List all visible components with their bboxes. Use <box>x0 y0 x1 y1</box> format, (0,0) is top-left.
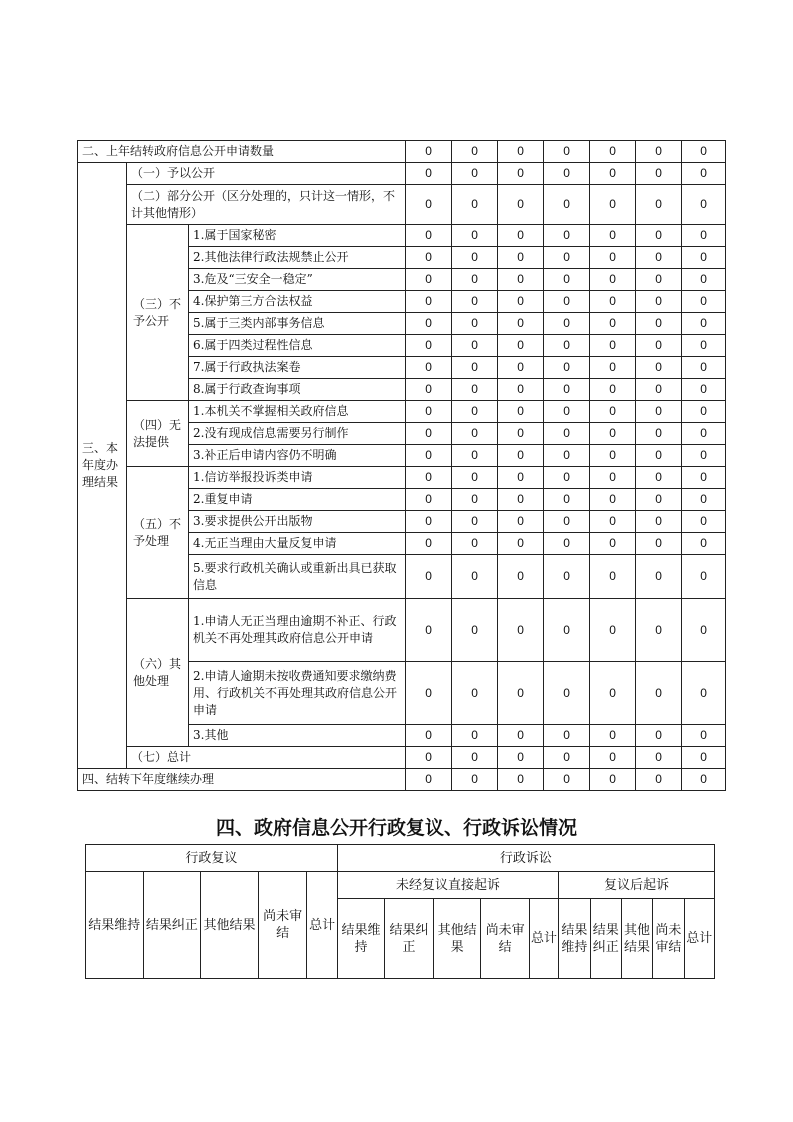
table-row <box>78 747 726 769</box>
count-cell: 0 <box>682 247 726 269</box>
item-label: 2.重复申请 <box>189 489 406 511</box>
item-label: 5.要求行政机关确认或重新出具已获取信息 <box>189 555 406 599</box>
application-results-table <box>77 140 726 791</box>
count-cell: 0 <box>406 511 452 533</box>
count-cell: 0 <box>636 225 682 247</box>
count-cell: 0 <box>682 769 726 791</box>
count-cell: 0 <box>636 467 682 489</box>
count-cell: 0 <box>682 401 726 423</box>
table-row <box>78 401 726 423</box>
count-cell: 0 <box>498 247 544 269</box>
count-cell: 0 <box>498 225 544 247</box>
count-cell: 0 <box>682 291 726 313</box>
count-cell: 0 <box>682 662 726 725</box>
count-cell: 0 <box>452 357 498 379</box>
carryover-label: 二、上年结转政府信息公开申请数量 <box>78 141 406 163</box>
review-col-other: 其他结果 <box>201 872 259 979</box>
item-label: 4.无正当理由大量反复申请 <box>189 533 406 555</box>
count-cell: 0 <box>590 599 636 662</box>
count-cell: 0 <box>406 313 452 335</box>
count-cell: 0 <box>544 725 590 747</box>
count-cell: 0 <box>452 313 498 335</box>
table-row <box>78 225 726 247</box>
count-cell: 0 <box>682 269 726 291</box>
table-row <box>78 185 726 225</box>
count-cell: 0 <box>452 185 498 225</box>
count-cell: 0 <box>682 599 726 662</box>
count-cell: 0 <box>636 445 682 467</box>
count-cell: 0 <box>406 769 452 791</box>
admin-litigation-header: 行政诉讼 <box>337 845 714 872</box>
count-cell: 0 <box>452 555 498 599</box>
direct-col-corrected: 结果纠正 <box>385 899 434 979</box>
after-col-corrected: 结果纠正 <box>590 899 621 979</box>
count-cell: 0 <box>682 725 726 747</box>
count-cell: 0 <box>544 185 590 225</box>
count-cell: 0 <box>544 163 590 185</box>
table-row <box>78 769 726 791</box>
count-cell: 0 <box>590 423 636 445</box>
review-col-pending: 尚未审结 <box>258 872 307 979</box>
count-cell: 0 <box>406 291 452 313</box>
count-cell: 0 <box>406 489 452 511</box>
item-label: 1.本机关不掌握相关政府信息 <box>189 401 406 423</box>
count-cell: 0 <box>452 291 498 313</box>
count-cell: 0 <box>498 747 544 769</box>
count-cell: 0 <box>498 379 544 401</box>
count-cell: 0 <box>452 511 498 533</box>
review-col-corrected: 结果纠正 <box>143 872 201 979</box>
count-cell: 0 <box>452 335 498 357</box>
count-cell: 0 <box>636 599 682 662</box>
count-cell: 0 <box>544 489 590 511</box>
count-cell: 0 <box>498 769 544 791</box>
admin-review-header: 行政复议 <box>86 845 338 872</box>
count-cell: 0 <box>590 401 636 423</box>
count-cell: 0 <box>452 269 498 291</box>
count-cell: 0 <box>636 247 682 269</box>
item-label: 3.其他 <box>189 725 406 747</box>
item-label: 3.补正后申请内容仍不明确 <box>189 445 406 467</box>
review-litigation-table <box>85 844 715 979</box>
count-cell: 0 <box>544 335 590 357</box>
group-label: （二）部分公开（区分处理的，只计这一情形，不计其他情形） <box>127 185 406 225</box>
count-cell: 0 <box>452 489 498 511</box>
count-cell: 0 <box>636 269 682 291</box>
count-cell: 0 <box>544 357 590 379</box>
count-cell: 0 <box>498 533 544 555</box>
count-cell: 0 <box>636 379 682 401</box>
count-cell: 0 <box>590 335 636 357</box>
item-label: 2.没有现成信息需要另行制作 <box>189 423 406 445</box>
count-cell: 0 <box>636 511 682 533</box>
after-col-total: 总计 <box>684 899 714 979</box>
count-cell: 0 <box>682 163 726 185</box>
count-cell: 0 <box>452 769 498 791</box>
count-cell: 0 <box>498 269 544 291</box>
count-cell: 0 <box>498 401 544 423</box>
count-cell: 0 <box>682 489 726 511</box>
after-col-other: 其他结果 <box>621 899 652 979</box>
count-cell: 0 <box>636 357 682 379</box>
count-cell: 0 <box>590 445 636 467</box>
count-cell: 0 <box>590 291 636 313</box>
count-cell: 0 <box>452 141 498 163</box>
count-cell: 0 <box>498 185 544 225</box>
count-cell: 0 <box>452 247 498 269</box>
count-cell: 0 <box>682 423 726 445</box>
count-cell: 0 <box>682 379 726 401</box>
after-col-pending: 尚未审结 <box>653 899 684 979</box>
direct-col-sustained: 结果维持 <box>337 899 385 979</box>
count-cell: 0 <box>636 769 682 791</box>
count-cell: 0 <box>682 225 726 247</box>
count-cell: 0 <box>498 467 544 489</box>
count-cell: 0 <box>636 747 682 769</box>
count-cell: 0 <box>682 467 726 489</box>
count-cell: 0 <box>682 357 726 379</box>
count-cell: 0 <box>544 269 590 291</box>
table-row <box>78 467 726 489</box>
count-cell: 0 <box>682 335 726 357</box>
count-cell: 0 <box>406 185 452 225</box>
count-cell: 0 <box>544 662 590 725</box>
after-review-suit-header: 复议后起诉 <box>559 872 715 899</box>
count-cell: 0 <box>498 313 544 335</box>
count-cell: 0 <box>452 725 498 747</box>
item-label: 7.属于行政执法案卷 <box>189 357 406 379</box>
count-cell: 0 <box>590 489 636 511</box>
count-cell: 0 <box>406 269 452 291</box>
count-cell: 0 <box>452 379 498 401</box>
count-cell: 0 <box>636 662 682 725</box>
count-cell: 0 <box>636 313 682 335</box>
count-cell: 0 <box>590 555 636 599</box>
count-cell: 0 <box>406 599 452 662</box>
table-row <box>78 599 726 662</box>
item-label: 3.要求提供公开出版物 <box>189 511 406 533</box>
count-cell: 0 <box>590 725 636 747</box>
table-row <box>78 141 726 163</box>
direct-suit-header: 未经复议直接起诉 <box>337 872 558 899</box>
count-cell: 0 <box>452 599 498 662</box>
count-cell: 0 <box>590 467 636 489</box>
count-cell: 0 <box>544 291 590 313</box>
count-cell: 0 <box>544 247 590 269</box>
count-cell: 0 <box>682 747 726 769</box>
item-label: 4.保护第三方合法权益 <box>189 291 406 313</box>
count-cell: 0 <box>452 445 498 467</box>
count-cell: 0 <box>636 489 682 511</box>
count-cell: 0 <box>636 185 682 225</box>
count-cell: 0 <box>498 725 544 747</box>
direct-col-other: 其他结果 <box>433 899 481 979</box>
count-cell: 0 <box>406 445 452 467</box>
count-cell: 0 <box>406 555 452 599</box>
count-cell: 0 <box>406 533 452 555</box>
count-cell: 0 <box>452 163 498 185</box>
total-label: （七）总计 <box>127 747 406 769</box>
item-label: 1.信访举报投诉类申请 <box>189 467 406 489</box>
count-cell: 0 <box>636 291 682 313</box>
count-cell: 0 <box>406 401 452 423</box>
count-cell: 0 <box>590 662 636 725</box>
count-cell: 0 <box>590 357 636 379</box>
item-label: 1.属于国家秘密 <box>189 225 406 247</box>
count-cell: 0 <box>590 269 636 291</box>
direct-col-pending: 尚未审结 <box>481 899 530 979</box>
count-cell: 0 <box>452 423 498 445</box>
count-cell: 0 <box>636 725 682 747</box>
count-cell: 0 <box>406 662 452 725</box>
count-cell: 0 <box>590 747 636 769</box>
group-label: （一）予以公开 <box>127 163 406 185</box>
count-cell: 0 <box>452 225 498 247</box>
count-cell: 0 <box>682 533 726 555</box>
count-cell: 0 <box>406 725 452 747</box>
count-cell: 0 <box>636 141 682 163</box>
count-cell: 0 <box>590 769 636 791</box>
count-cell: 0 <box>498 599 544 662</box>
count-cell: 0 <box>544 141 590 163</box>
item-label: 1.申请人无正当理由逾期不补正、行政机关不再处理其政府信息公开申请 <box>189 599 406 662</box>
item-label: 5.属于三类内部事务信息 <box>189 313 406 335</box>
item-label: 2.申请人逾期未按收费通知要求缴纳费用、行政机关不再处理其政府信息公开申请 <box>189 662 406 725</box>
count-cell: 0 <box>498 357 544 379</box>
table-row <box>78 163 726 185</box>
count-cell: 0 <box>590 313 636 335</box>
count-cell: 0 <box>498 291 544 313</box>
count-cell: 0 <box>498 555 544 599</box>
count-cell: 0 <box>452 533 498 555</box>
count-cell: 0 <box>590 379 636 401</box>
count-cell: 0 <box>636 163 682 185</box>
direct-col-total: 总计 <box>529 899 558 979</box>
section3-label: 三、本年度办理结果 <box>78 163 127 769</box>
count-cell: 0 <box>544 401 590 423</box>
count-cell: 0 <box>682 313 726 335</box>
group-label: （五）不予处理 <box>127 467 189 599</box>
count-cell: 0 <box>590 185 636 225</box>
section4-title: 四、政府信息公开行政复议、行政诉讼情况 <box>215 817 577 839</box>
count-cell: 0 <box>406 357 452 379</box>
count-cell: 0 <box>406 423 452 445</box>
count-cell: 0 <box>406 379 452 401</box>
item-label: 3.危及“三安全一稳定” <box>189 269 406 291</box>
count-cell: 0 <box>452 401 498 423</box>
count-cell: 0 <box>406 163 452 185</box>
count-cell: 0 <box>406 747 452 769</box>
item-label: 8.属于行政查询事项 <box>189 379 406 401</box>
count-cell: 0 <box>544 225 590 247</box>
count-cell: 0 <box>406 141 452 163</box>
count-cell: 0 <box>452 467 498 489</box>
count-cell: 0 <box>544 599 590 662</box>
count-cell: 0 <box>636 401 682 423</box>
count-cell: 0 <box>498 489 544 511</box>
review-col-sustained: 结果维持 <box>86 872 144 979</box>
count-cell: 0 <box>682 141 726 163</box>
count-cell: 0 <box>544 769 590 791</box>
count-cell: 0 <box>544 533 590 555</box>
count-cell: 0 <box>498 163 544 185</box>
count-cell: 0 <box>498 423 544 445</box>
review-col-total: 总计 <box>307 872 337 979</box>
count-cell: 0 <box>590 163 636 185</box>
count-cell: 0 <box>406 225 452 247</box>
count-cell: 0 <box>590 533 636 555</box>
count-cell: 0 <box>682 185 726 225</box>
count-cell: 0 <box>682 445 726 467</box>
count-cell: 0 <box>636 555 682 599</box>
count-cell: 0 <box>544 445 590 467</box>
count-cell: 0 <box>406 247 452 269</box>
count-cell: 0 <box>544 511 590 533</box>
count-cell: 0 <box>636 423 682 445</box>
count-cell: 0 <box>498 662 544 725</box>
item-label: 2.其他法律行政法规禁止公开 <box>189 247 406 269</box>
count-cell: 0 <box>544 747 590 769</box>
count-cell: 0 <box>544 555 590 599</box>
count-cell: 0 <box>406 335 452 357</box>
count-cell: 0 <box>498 141 544 163</box>
count-cell: 0 <box>682 511 726 533</box>
count-cell: 0 <box>498 335 544 357</box>
count-cell: 0 <box>544 423 590 445</box>
count-cell: 0 <box>590 247 636 269</box>
count-cell: 0 <box>590 141 636 163</box>
count-cell: 0 <box>682 555 726 599</box>
next-year-label: 四、结转下年度继续办理 <box>78 769 406 791</box>
count-cell: 0 <box>452 747 498 769</box>
count-cell: 0 <box>544 467 590 489</box>
count-cell: 0 <box>406 467 452 489</box>
group-label: （三）不予公开 <box>127 225 189 401</box>
count-cell: 0 <box>544 379 590 401</box>
count-cell: 0 <box>590 511 636 533</box>
count-cell: 0 <box>636 533 682 555</box>
count-cell: 0 <box>590 225 636 247</box>
count-cell: 0 <box>636 335 682 357</box>
count-cell: 0 <box>498 511 544 533</box>
after-col-sustained: 结果维持 <box>559 899 590 979</box>
count-cell: 0 <box>452 662 498 725</box>
group-label: （六）其他处理 <box>127 599 189 747</box>
item-label: 6.属于四类过程性信息 <box>189 335 406 357</box>
group-label: （四）无法提供 <box>127 401 189 467</box>
count-cell: 0 <box>498 445 544 467</box>
count-cell: 0 <box>544 313 590 335</box>
